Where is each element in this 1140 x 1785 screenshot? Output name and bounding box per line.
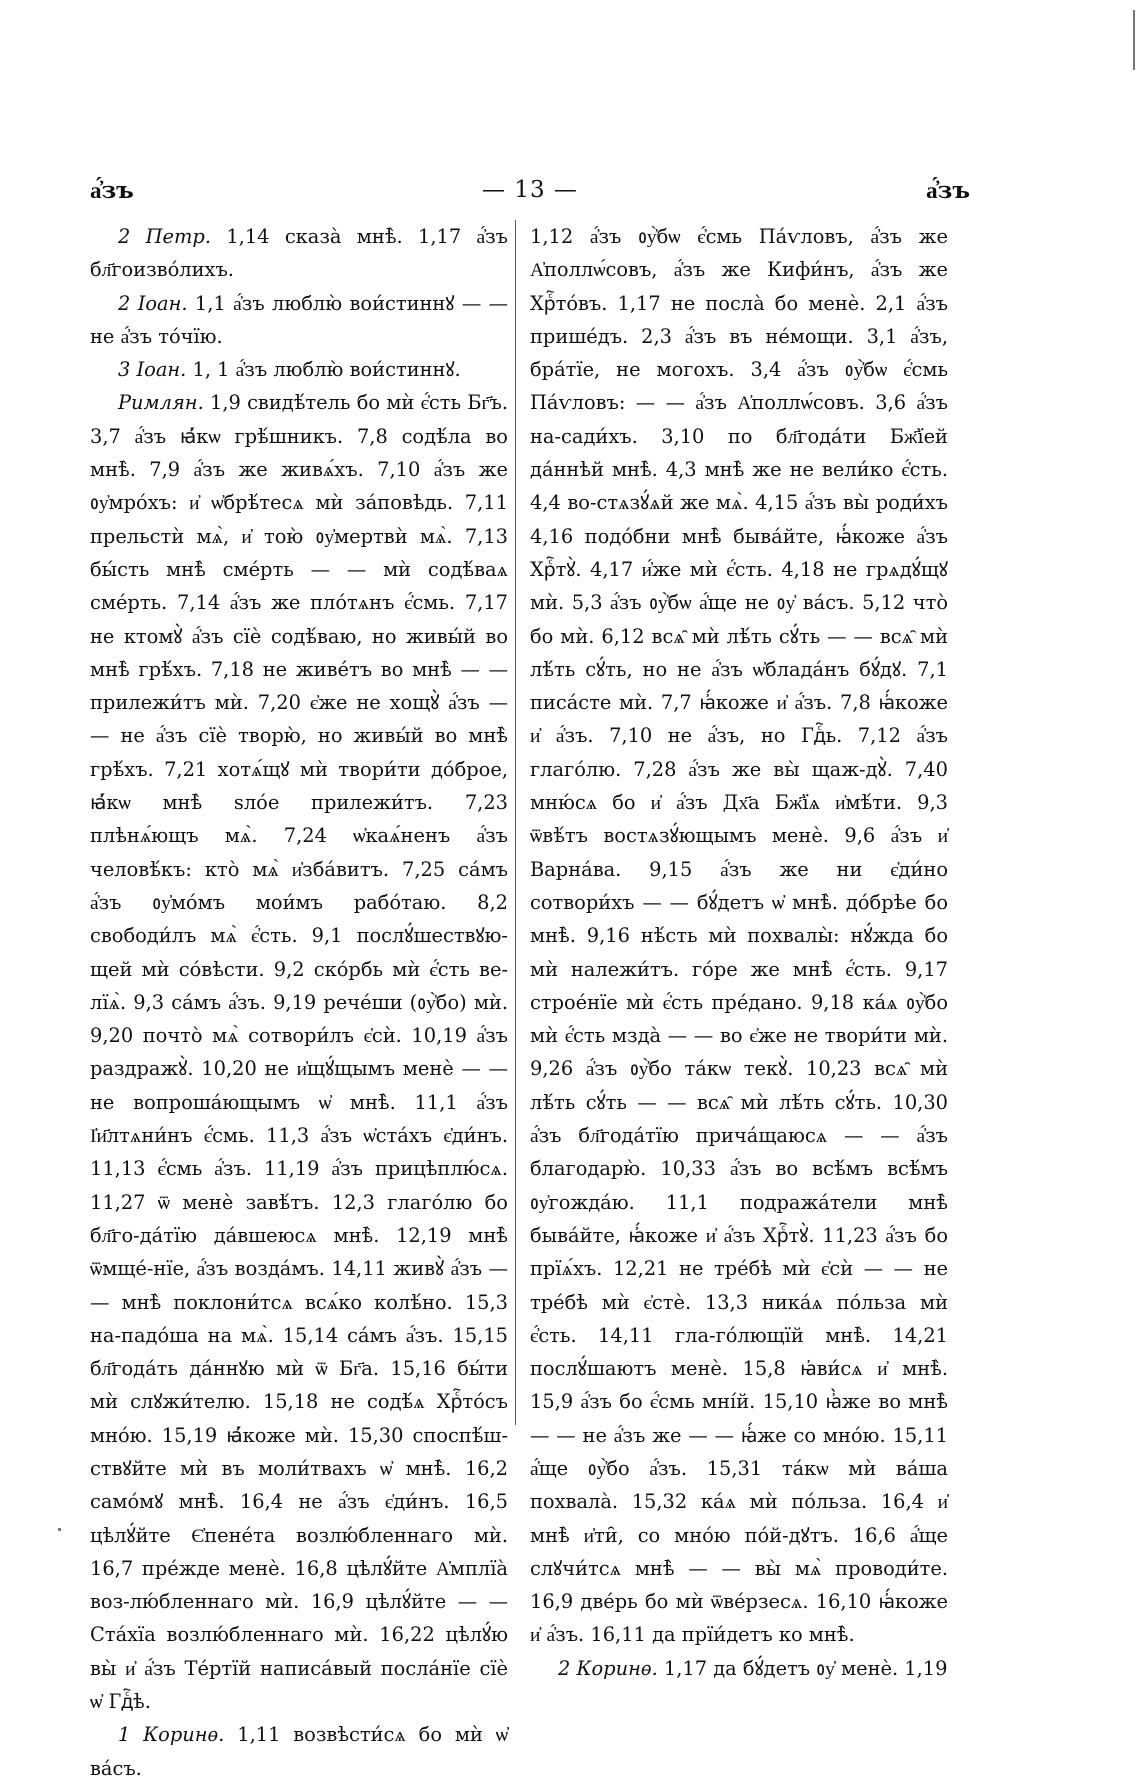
header-left-word: а҆́зъ xyxy=(90,176,134,204)
left-column xyxy=(90,220,508,1785)
scan-edge-mark-bottom xyxy=(58,1528,61,1531)
book-reference: 2 Петр. xyxy=(118,225,212,248)
page-header xyxy=(90,172,970,208)
entry-paragraph xyxy=(90,220,508,287)
entry-text: 1,1 а҆́зъ люблю̀ вои́стиннꙋ — — не а҆́зъ то́чїю. xyxy=(90,291,508,348)
entry-paragraph xyxy=(90,287,508,354)
entry-text: 1,14 сказа̀ мнѣ̀. 1,17 а҆́зъ бл҃гоизво́лихъ. xyxy=(90,225,508,282)
page-number: — 13 — xyxy=(482,177,578,203)
right-column xyxy=(530,220,948,1685)
entry-text: 1,9 свидѣ́тель бо мѝ є҆́сть Бг҃ъ. 3,7 а҆́зъ ꙗ҆́кѡ грѣ́шникъ. 7,8 содѣ́ла во мнѣ̀. 7,9 а҆́зъ же живѧ́хъ. 7,10 а҆́зъ же ᲂу҆мро́хъ: и҆ ѡ҆брѣ́тесѧ мѝ за́повѣдь. 7,11 прельстѝ мѧ̀, и҆ тою̀ ᲂу҆мертвѝ мѧ̀. 7,13 бы́сть мнѣ̀ сме́рть — — мѝ содѣ́ваѧ сме́рть. 7,14 а҆́зъ же пло́тѧнъ є҆́смь. 7,17 не ктомꙋ̀ а҆́зъ сїѐ содѣ́ваю, но живы́й во мнѣ̀ грѣ́хъ. 7,18 не живе́тъ во мнѣ̀ — — прилежи́тъ мѝ. 7,20 є҆же не хощꙋ̀ а҆́зъ — — не а҆́зъ сїѐ творю̀, но живы́й во мнѣ̀ грѣ́хъ. 7,21 хотѧ́щꙋ мѝ твори́ти до́брое, ꙗ҆́кѡ мнѣ̀ ѕло́е прилежи́тъ. 7,23 плѣнѧ́ющъ мѧ̀. 7,24 ѡ҆каѧ́ненъ а҆́зъ человѣ́къ: кто̀ мѧ̀ и҆зба́витъ. 7,25 са́мъ а҆́зъ ᲂу҆мо́мъ мои́мъ рабо́таю. 8,2 свободи́лъ мѧ̀ є҆́сть. 9,1 послꙋ́шествꙋю-щей мѝ со́вѣсти. 9,2 ско́рбь мѝ є҆́сть ве-лїѧ̀. 9,3 са́мъ а҆́зъ. 9,19 рече́ши (ᲂу҆̀бо) мѝ. 9,20 почто̀ мѧ̀ сотвори́лъ є҆сѝ. 10,19 а҆́зъ раздражꙋ̀. 10,20 не и҆щꙋ́щымъ менѐ — — не вопроша́ющымъ ѡ҆ мнѣ̀. 11,1 а҆́зъ І҆и҃лтѧни́нъ є҆́смь. 11,3 а҆́зъ ѡ҆ста́хъ є҆ди́нъ. 11,13 є҆́смь а҆́зъ. 11,19 а҆́зъ прицѣплю́сѧ. 11,27 ѿ менѐ завѣ́тъ. 12,3 глаго́лю бо бл҃го-да́тїю да́вшеюсѧ мнѣ̀. 12,19 мнѣ̀ ѿмще́-нїе, а҆́зъ возда́мъ. 14,11 живꙋ̀ а҆́зъ — — мнѣ̀ поклони́тсѧ всѧ́ко колѣ́но. 15,3 на-падо́ша на мѧ̀. 15,14 са́мъ а҆́зъ. 15,15 бл҃года́ть да́ннꙋю мѝ ѿ Бг҃а. 15,16 бы́ти мѝ слꙋжи́телю. 15,18 не содѣ́ѧ Хрⷭ҇то́съ мно́ю. 15,19 ꙗ҆́коже мѝ. 15,30 споспѣ́ш-ствꙋйте мѝ въ моли́твахъ ѡ҆ мнѣ̀. 16,2 само́мꙋ мнѣ̀. 16,4 не а҆́зъ є҆ди́нъ. 16,5 цѣлꙋ́йте Є҆пене́та возлю́бленнаго мѝ. 16,7 пре́жде менѐ. 16,8 цѣлꙋ́йте А҆мплїа̀ воз-лю́бленнаго мѝ. 16,9 цѣлꙋ́йте — — Ста́хїа возлю́бленнаго мѝ. 16,22 цѣлꙋ́ю вы̀ и҆ а҆́зъ Те́ртїй написа́вый посла́нїе сїѐ ѡ҆ Гдⷭ҇ѣ. xyxy=(90,391,508,1714)
column-divider xyxy=(515,220,516,1425)
entry-paragraph xyxy=(530,220,948,1652)
entry-text: 1,12 а҆́зъ ᲂу҆̀бѡ є҆́смь Па́ѵловъ, а҆́зъ же А҆поллѡ́совъ, а҆́зъ же Кифи́нъ, а҆́зъ же Хрⷭ҇то́въ. 1,17 не посла̀ бо менѐ. 2,1 а҆́зъ прише́дъ. 2,3 а҆́зъ въ не́мощи. 3,1 а҆́зъ, бра́тїе, не могохъ. 3,4 а҆́зъ ᲂу҆̀бѡ є҆́смь Па́ѵловъ: — — а҆́зъ А҆поллѡ́совъ. 3,6 а҆́зъ на-сади́хъ. 3,10 по бл҃года́ти Бж҃їей да́ннѣй мнѣ̀. 4,3 мнѣ̀ же не вели́ко є҆́сть. 4,4 во-стѧзꙋ́ѧй же мѧ̀. 4,15 а҆́зъ вы̀ роди́хъ 4,16 подо́бни мнѣ̀ быва́йте, ꙗ҆́коже а҆́зъ Хрⷭ҇тꙋ̀. 4,17 и҆́же мѝ є҆́сть. 4,18 не грѧдꙋ́щꙋ мѝ. 5,3 а҆́зъ ᲂу҆̀бѡ а҆́ще не ᲂу҆ ва́съ. 5,12 что̀ бо мѝ. 6,12 всѧ̑ мѝ лѣ́ть сꙋ́ть — — всѧ̑ мѝ лѣ́ть сꙋ́ть, но не а҆́зъ ѡ҆блада́нъ бꙋ́дꙋ. 7,1 писа́сте мѝ. 7,7 ꙗ҆́коже и҆ а҆́зъ. 7,8 ꙗ҆́коже и҆ а҆́зъ. 7,10 не а҆́зъ, но Гдⷭ҇ь. 7,12 а҆́зъ глаго́лю. 7,28 а҆́зъ же вы̀ щаж-дꙋ̀. 7,40 мню́сѧ бо и҆ а҆́зъ Дх҃а Бж҃їѧ и҆мѣ́ти. 9,3 ѿвѣ́тъ востѧзꙋ́ющымъ менѐ. 9,6 а҆́зъ и҆ Варна́ва. 9,15 а҆́зъ же ни є҆ди́но сотвори́хъ — — бꙋ́детъ ѡ҆ мнѣ̀. до́брѣе бо мнѣ̀. 9,16 нѣ́сть мѝ похвалы̀: нꙋ́жда бо мѝ належи́тъ. го́ре же мнѣ̀ є҆́сть. 9,17 строе́нїе мѝ є҆́сть пре́дано. 9,18 ка́ѧ ᲂу҆̀бо мѝ є҆́сть мзда̀ — — во є҆же не твори́ти мѝ. 9,26 а҆́зъ ᲂу҆̀бо та́кѡ текꙋ̀. 10,23 всѧ̑ мѝ лѣ́ть сꙋ́ть — — всѧ̑ мѝ лѣ́ть сꙋ́ть. 10,30 а҆́зъ бл҃года́тїю прича́щаюсѧ — — а҆́зъ благодарю̀. 10,33 а҆́зъ во всѣ́мъ всѣ́мъ ᲂу҆гожда́ю. 11,1 подража́тели мнѣ̀ быва́йте, ꙗ҆́коже и҆ а҆́зъ Хрⷭ҇тꙋ̀. 11,23 а҆́зъ бо прїѧ́хъ. 12,21 не тре́бѣ мѝ є҆сѝ — — не тре́бѣ мѝ є҆стѐ. 13,3 ника́ѧ по́льза мѝ є҆́сть. 14,11 гла-го́лющїй мнѣ̀. 14,21 послꙋ́шаютъ менѐ. 15,8 ꙗ҆ви́сѧ и҆ мнѣ̀. 15,9 а҆́зъ бо є҆́смь мні́й. 15,10 ꙗ҆̀же во мнѣ̀ — — не а҆́зъ же — — ꙗ҆́же со мно́ю. 15,11 а҆́ще ᲂу҆̀бо а҆́зъ. 15,31 та́кѡ мѝ ва́ша похвала̀. 15,32 ка́ѧ мѝ по́льза. 16,4 и҆ мнѣ̀ и҆ти̑, со мно́ю по́й-дꙋтъ. 16,6 а҆́ще слꙋчи́тсѧ мнѣ̀ — — вы̀ мѧ̀ проводи́те. 16,9 две́рь бо мѝ ѿве́рзесѧ. 16,10 ꙗ҆́коже и҆ а҆́зъ. 16,11 да прїи́детъ ко мнѣ̀. xyxy=(530,225,948,1647)
entry-text: 1, 1 а҆́зъ люблю̀ вои́стиннꙋ. xyxy=(186,358,461,382)
book-reference: 3 Іоан. xyxy=(118,358,187,382)
entry-text: 1,17 да бꙋ́детъ ᲂу҆ менѐ. 1,19 xyxy=(657,1656,948,1680)
scan-edge-mark-top xyxy=(1133,10,1135,70)
entry-paragraph xyxy=(90,353,508,386)
book-reference: 2 Коринѳ. xyxy=(558,1656,658,1680)
book-reference: 2 Іоан. xyxy=(118,291,188,315)
entry-text: 1,11 возвѣсти́сѧ бо мѝ ѡ҆ ва́съ. xyxy=(90,1723,508,1780)
header-right-word: а҆́зъ xyxy=(926,176,970,204)
entry-paragraph xyxy=(90,386,508,1718)
book-reference: Римлян. xyxy=(118,391,204,415)
entry-paragraph xyxy=(90,1718,508,1785)
book-reference: 1 Коринѳ. xyxy=(118,1723,225,1747)
entry-paragraph xyxy=(530,1652,948,1685)
